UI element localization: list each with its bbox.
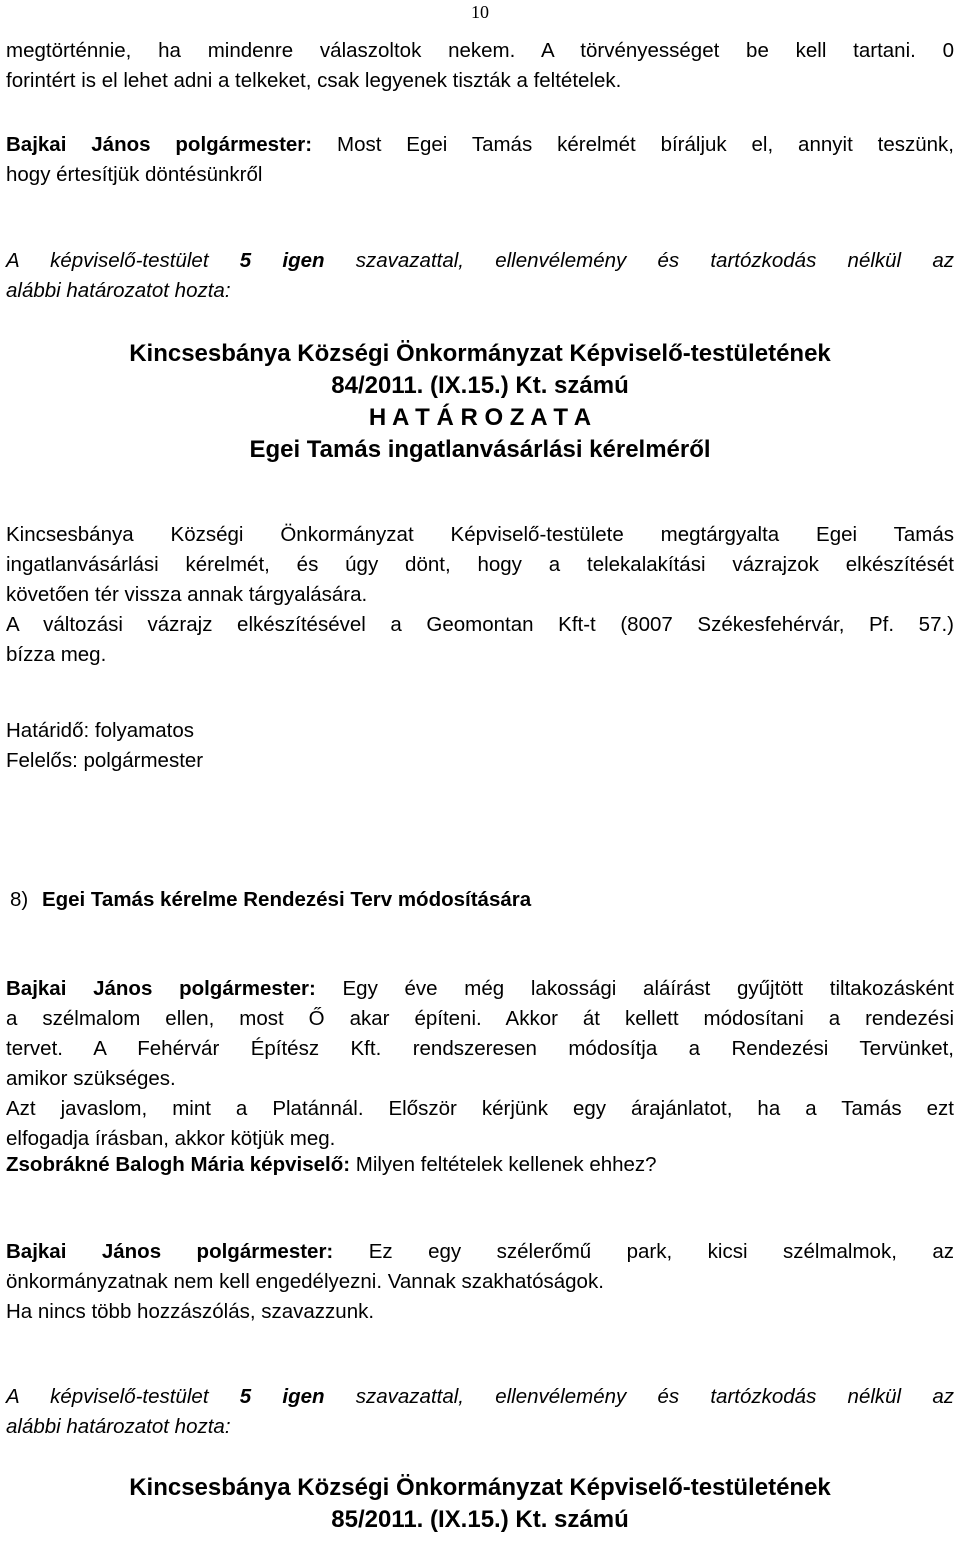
speech-line-2: a szélmalom ellen, most Ő akar építeni. Akkor át kellett módosítani a rendezési [6,1007,954,1030]
resolution-body: Kincsesbánya Községi Önkormányzat Képviselő-testületének [129,340,831,367]
speech-text: Egy éve még lakossági aláírást gyűjtött tiltakozásként [315,977,954,1000]
vote-pre: A képviselő-testület [6,249,240,272]
speech-line-2: önkormányzatnak nem kell engedélyezni. Vannak szakhatóságok. [6,1270,604,1293]
speech-line-1 [6,974,954,1004]
resolution-2-heading [0,1472,960,1536]
vote-statement-1 [6,246,954,306]
resolution-text-line-5: bízza meg. [6,643,107,666]
resolution-1-text [6,520,954,670]
vote-line-2: alábbi határozatot hozta: [6,1415,231,1438]
vote-count: 5 igen [239,249,325,272]
speech-line-3: tervet. A Fehérvár Építész Kft. rendszeresen módosítja a Rendezési Tervünket, [6,1037,954,1060]
speech-line-5: Azt javaslom, mint a Platánnál. Először kérjünk egy árajánlatot, ha a Tamás ezt [6,1097,954,1120]
vote-post: szavazattal, ellenvélemény és tartózkodás nélkül az [324,249,954,272]
speech-line-2: hogy értesítjük döntésünkről [6,163,263,186]
resolution-text-line-2: ingatlanvásárlási kérelmét, és úgy dönt, hogy a telekalakítási vázrajzok elkészítését [6,553,954,576]
speech-line-4: amikor szükséges. [6,1067,176,1090]
intro-paragraph [6,36,954,96]
speech-line-6: elfogadja írásban, akkor kötjük meg. [6,1127,336,1150]
speech-text: Milyen feltételek kellenek ehhez? [350,1153,657,1176]
vote-line-1 [6,1382,954,1412]
resolution-1-heading [0,338,960,466]
speech-mayor-2 [6,974,954,1154]
speech-line-1 [6,130,954,160]
page-number: 10 [471,2,489,22]
deadline: Határidő: folyamatos [6,719,195,742]
intro-line-2: forintért is el lehet adni a telkeket, csak legyenek tiszták a feltételek. [6,69,622,92]
vote-line-1 [6,246,954,276]
speaker-name: Bajkai János polgármester: [6,1240,334,1263]
resolution-number: 85/2011. (IX.15.) Kt. számú [331,1506,629,1533]
speech-mayor-3 [6,1237,954,1327]
speaker-name: Zsobrákné Balogh Mária képviselő: [6,1153,351,1176]
speech-line-1 [6,1237,954,1267]
speech-line-1 [6,1150,954,1180]
vote-pre: A képviselő-testület [6,1385,240,1408]
resolution-text-line-4: A változási vázrajz elkészítésével a Geomontan Kft-t (8007 Székesfehérvár, Pf. 57.) [6,613,954,636]
vote-statement-2 [6,1382,954,1442]
agenda-title: Egei Tamás kérelme Rendezési Terv módosítására [41,888,532,911]
resolution-subject: Egei Tamás ingatlanvásárlási kérelméről [249,436,711,463]
resolution-body: Kincsesbánya Községi Önkormányzat Képviselő-testületének [129,1474,831,1501]
speech-text: Most Egei Tamás kérelmét bíráljuk el, annyit teszünk, [312,133,954,156]
agenda-item-8 [10,885,958,915]
intro-line-1: megtörténnie, ha mindenre válaszoltok nekem. A törvényességet be kell tartani. 0 [6,39,954,62]
speech-line-3: Ha nincs több hozzászólás, szavazzunk. [6,1300,375,1323]
speech-councillor [6,1150,954,1180]
resolution-text-line-1: Kincsesbánya Községi Önkormányzat Képviselő-testülete megtárgyalta Egei Tamás [6,523,954,546]
speech-mayor-1 [6,130,954,190]
agenda-number: 8) [10,888,29,911]
vote-post: szavazattal, ellenvélemény és tartózkodás nélkül az [324,1385,954,1408]
speech-text: Ez egy szélerőmű park, kicsi szélmalmok, az [333,1240,954,1263]
resolution-number: 84/2011. (IX.15.) Kt. számú [331,372,629,399]
resolution-1-footer [6,716,954,776]
vote-line-2: alábbi határozatot hozta: [6,279,231,302]
vote-count: 5 igen [239,1385,325,1408]
resolution-title: H A T Á R O Z A T A [368,404,592,431]
responsible: Felelős: polgármester [6,749,204,772]
speaker-name: Bajkai János polgármester: [6,977,316,1000]
resolution-text-line-3: követően tér vissza annak tárgyalására. [6,583,368,606]
speaker-name: Bajkai János polgármester: [6,133,313,156]
